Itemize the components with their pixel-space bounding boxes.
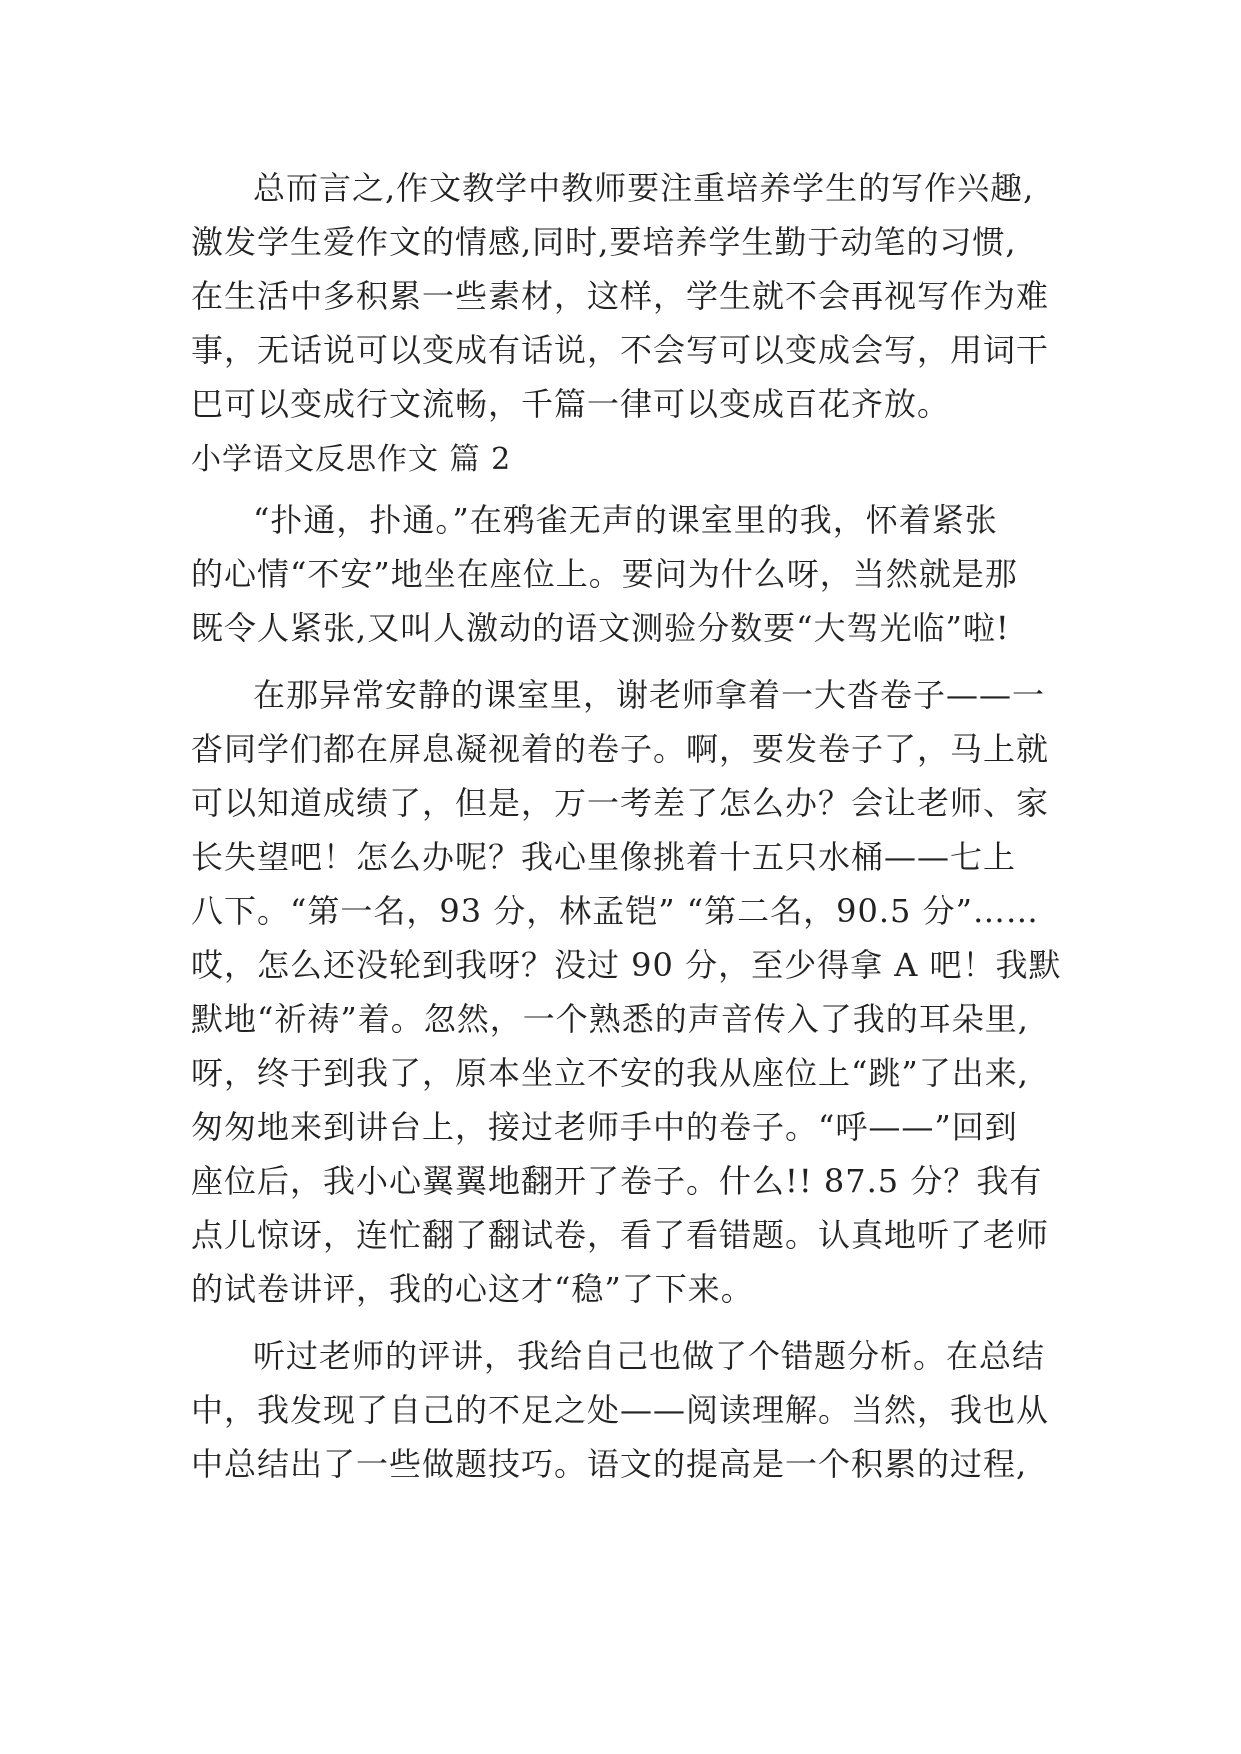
paragraph-line: 长失望吧！怎么办呢？我心里像挑着十五只水桶——七上 bbox=[191, 838, 1017, 876]
paragraph-line: 呀，终于到我了，原本坐立不安的我从座位上“跳”了出来, bbox=[191, 1054, 1029, 1092]
paragraph-line: 中总结出了一些做题技巧。语文的提高是一个积累的过程, bbox=[191, 1445, 1028, 1483]
paragraph-line: 巴可以变成行文流畅，千篇一律可以变成百花齐放。 bbox=[191, 385, 951, 423]
paragraph-line: 可以知道成绩了，但是，万一考差了怎么办？会让老师、家 bbox=[191, 784, 1050, 822]
paragraph-line: “扑通，扑通。”在鸦雀无声的课室里的我，怀着紧张 bbox=[253, 501, 998, 539]
paragraph-line: 座位后，我小心翼翼地翻开了卷子。什么!! 87.5 分？我有 bbox=[191, 1162, 1043, 1200]
paragraph-line: 点儿惊讶，连忙翻了翻试卷，看了看错题。认真地听了老师 bbox=[191, 1216, 1050, 1254]
paragraph-line: 在那异常安静的课室里，谢老师拿着一大沓卷子——一 bbox=[253, 676, 1046, 714]
paragraph-line: 事，无话说可以变成有话说，不会写可以变成会写，用词干 bbox=[191, 331, 1050, 369]
paragraph-line: 中，我发现了自己的不足之处——阅读理解。当然，我也从 bbox=[191, 1391, 1050, 1429]
paragraph-line: 的试卷讲评，我的心这才“稳”了下来。 bbox=[191, 1270, 754, 1308]
paragraph-line: 的心情“不安”地坐在座位上。要问为什么呀，当然就是那 bbox=[191, 555, 1018, 593]
paragraph-line: 沓同学们都在屏息凝视着的卷子。啊，要发卷子了，马上就 bbox=[191, 730, 1050, 768]
paragraph-line: 在生活中多积累一些素材，这样，学生就不会再视写作为难 bbox=[191, 277, 1050, 315]
paragraph-line: 既令人紧张,又叫人激动的语文测验分数要“大驾光临”啦! bbox=[191, 609, 1010, 647]
paragraph-line: 总而言之,作文教学中教师要注重培养学生的写作兴趣, bbox=[253, 169, 1035, 207]
paragraph-line: 激发学生爱作文的情感,同时,要培养学生勤于动笔的习惯, bbox=[191, 223, 1017, 261]
paragraph-line: 哎，怎么还没轮到我呀？没过 90 分，至少得拿 A 吧！我默 bbox=[191, 946, 1062, 984]
paragraph-line: 听过老师的评讲，我给自己也做了个错题分析。在总结 bbox=[253, 1337, 1046, 1375]
paragraph-line: 八下。“第一名，93 分，林孟铠” “第二名，90.5 分”…… bbox=[191, 892, 1039, 930]
paragraph-line: 默地“祈祷”着。忽然，一个熟悉的声音传入了我的耳朵里, bbox=[191, 1000, 1029, 1038]
paragraph-line: 匆匆地来到讲台上，接过老师手中的卷子。“呼——”回到 bbox=[191, 1108, 1018, 1146]
section-heading: 小学语文反思作文 篇 2 bbox=[191, 442, 512, 477]
